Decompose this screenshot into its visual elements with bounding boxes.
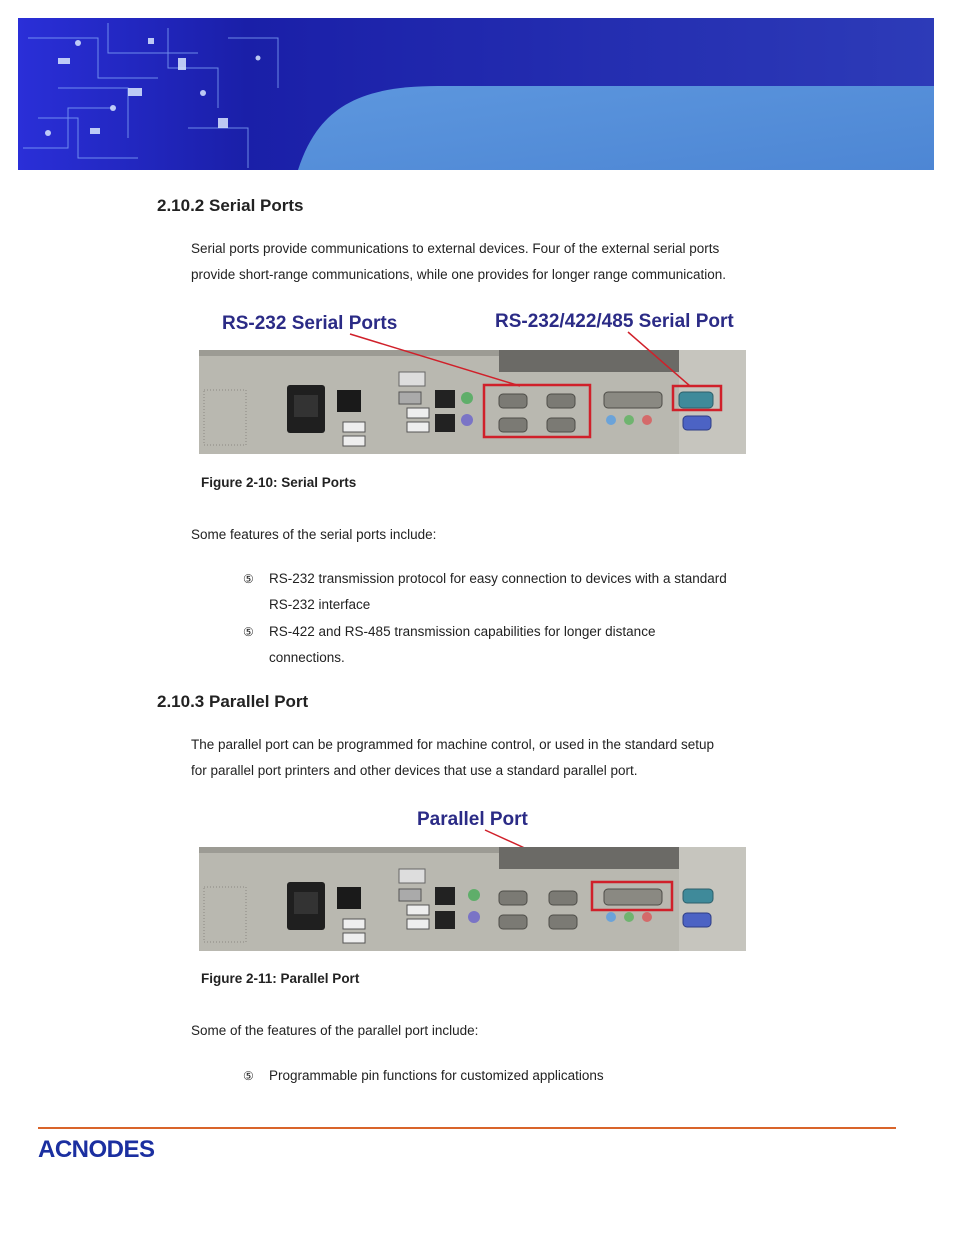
callout-parallel-port: Parallel Port: [417, 809, 528, 830]
serial-bullet-2-line-2: connections.: [269, 650, 345, 665]
parallel-bullet-1-line-1: Programmable pin functions for customized applications: [269, 1068, 604, 1083]
bullet-marker-icon: ⑤: [243, 572, 254, 586]
acnodes-logo: [38, 1134, 198, 1169]
callout-rs232-serial-ports: RS-232 Serial Ports: [222, 313, 398, 334]
callout-rs232-422-485-serial-port: RS-232/422/485 Serial Port: [495, 311, 734, 332]
serial-bullet-2-line-1: RS-422 and RS-485 transmission capabilities for longer distance: [269, 624, 656, 639]
figure-2-11-caption: Figure 2-11: Parallel Port: [201, 971, 360, 986]
rear-panel-photo-parallel-port: [199, 847, 746, 951]
serial-features-intro: Some features of the serial ports include:: [191, 527, 437, 542]
serial-bullet-2: [243, 619, 783, 671]
parallel-bullet-1: [243, 1063, 783, 1089]
serial-intro-line-1: Serial ports provide communications to external devices. Four of the external serial ports: [191, 241, 720, 256]
serial-bullet-1-line-1: RS-232 transmission protocol for easy connection to devices with a standard: [269, 571, 727, 586]
serial-bullet-1: [243, 566, 783, 618]
parallel-features-intro: Some of the features of the parallel port include:: [191, 1023, 479, 1038]
section-heading-serial-ports: 2.10.2 Serial Ports: [157, 196, 304, 215]
bullet-marker-icon: ⑤: [243, 625, 254, 639]
parallel-intro-paragraph: [191, 732, 781, 784]
serial-intro-line-2: provide short-range communications, while one provides for longer range communication.: [191, 267, 727, 282]
header-banner: [18, 18, 934, 170]
parallel-intro-line-1: The parallel port can be programmed for machine control, or used in the standard setup: [191, 737, 715, 752]
rear-panel-photo-serial-ports: [199, 350, 746, 454]
logo-wordmark: ACNODES: [38, 1136, 155, 1163]
serial-bullet-1-line-2: RS-232 interface: [269, 597, 371, 612]
section-heading-parallel-port: 2.10.3 Parallel Port: [157, 692, 309, 711]
figure-2-10-caption: Figure 2-10: Serial Ports: [201, 475, 357, 490]
serial-intro-paragraph: [191, 236, 781, 288]
circuit-board-banner-graphic: [18, 18, 934, 170]
parallel-intro-line-2: for parallel port printers and other devices that use a standard parallel port.: [191, 763, 638, 778]
footer-divider: [38, 1127, 896, 1129]
acnodes-logo-graphic: [38, 1134, 198, 1164]
bullet-marker-icon: ⑤: [243, 1069, 254, 1083]
